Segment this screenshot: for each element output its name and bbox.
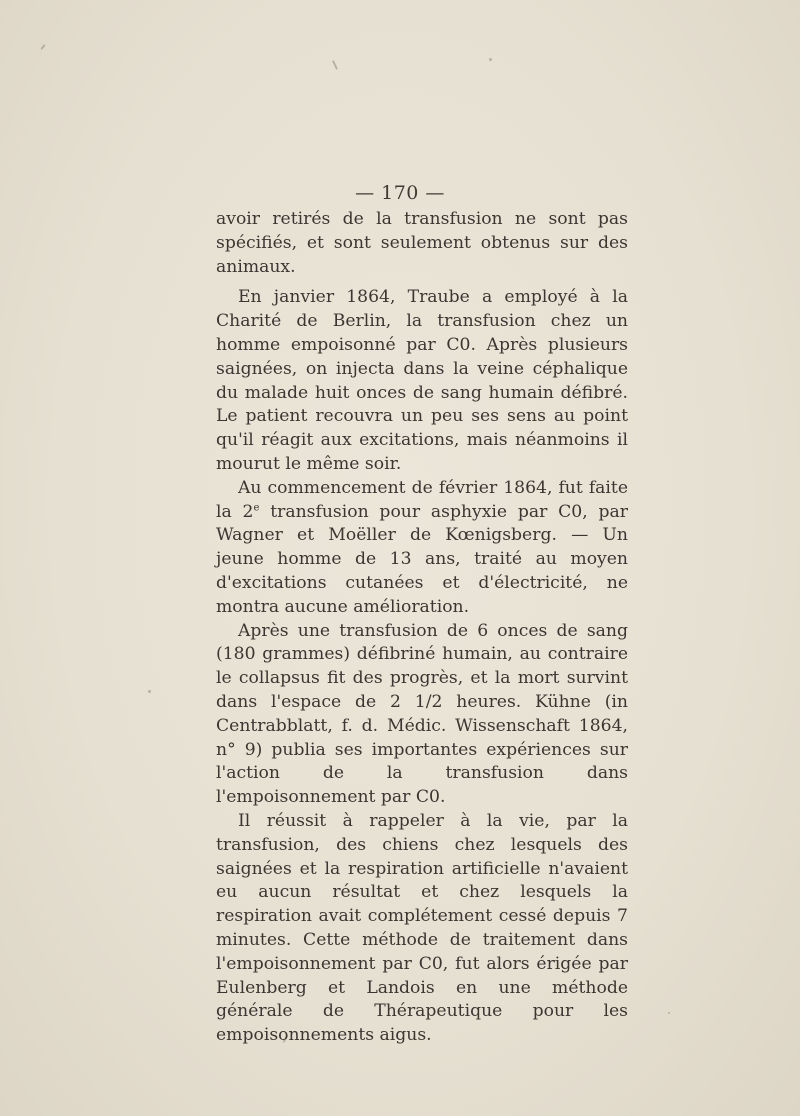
page-number: — 170 — bbox=[355, 182, 445, 204]
paragraph-continuation: avoir retirés de la transfusion ne sont pas spécifiés, et sont seulement obtenus sur des animaux. bbox=[216, 209, 628, 277]
paragraph-traube: En janvier 1864, Traube a employé à la Charité de Berlin, la transfusion chez un homme empoisonné par C0. Après plusieurs saignées, on injecta dans la veine céphalique du malade huit onces de sang humain défibré. Le patient recouvra un peu ses sens au point qu'il réagit aux excitations, mais néanmoins il mourut le même soir. bbox=[216, 287, 628, 474]
superscript: e bbox=[253, 501, 260, 513]
paragraph-kuhne: Après une transfusion de 6 onces de sang (180 grammes) défibriné humain, au contraire le collapsus fit des progrès, et la mort survint dans l'espace de 2 1/2 heures. Kühne (in Centrabblatt, f. d. Médic. Wissenschaft 1864, n° 9) publia ses importantes expériences sur l'action de la transfusion dans l'empoisonnement par C0. bbox=[216, 620, 628, 808]
paragraph-text: Au commencement de février 1864, fut faite la 2 bbox=[216, 477, 628, 522]
paper-speck bbox=[148, 690, 151, 693]
body-text bbox=[216, 208, 628, 1048]
paragraph-wagner-moeller bbox=[216, 477, 628, 620]
paragraph-eulenberg-landois: Il réussit à rappeler à la vie, par la transfusion, des chiens chez lesquels des saignées et la respiration artificielle n'avaient eu aucun résultat et chez lesquels la respiration avait complétement cessé depuis 7 minutes. Cette méthode de traitement dans l'empoisonnement par C0, fut alors érigée par Eulenberg et Landois en une méthode générale de Thérapeutique pour les empoisonnements aigus. bbox=[216, 810, 628, 1046]
paper-speck bbox=[332, 60, 338, 70]
paper-speck bbox=[668, 1012, 670, 1014]
paper-speck bbox=[489, 58, 492, 61]
paragraph-text: transfusion pour asphyxie par C0, par Wagner et Moëller de Kœnigsberg. — Un jeune homme de 13 ans, traité au moyen d'excitations cutanées et d'électricité, ne montra aucune amélioration. bbox=[216, 501, 628, 617]
paper-speck bbox=[40, 44, 45, 50]
